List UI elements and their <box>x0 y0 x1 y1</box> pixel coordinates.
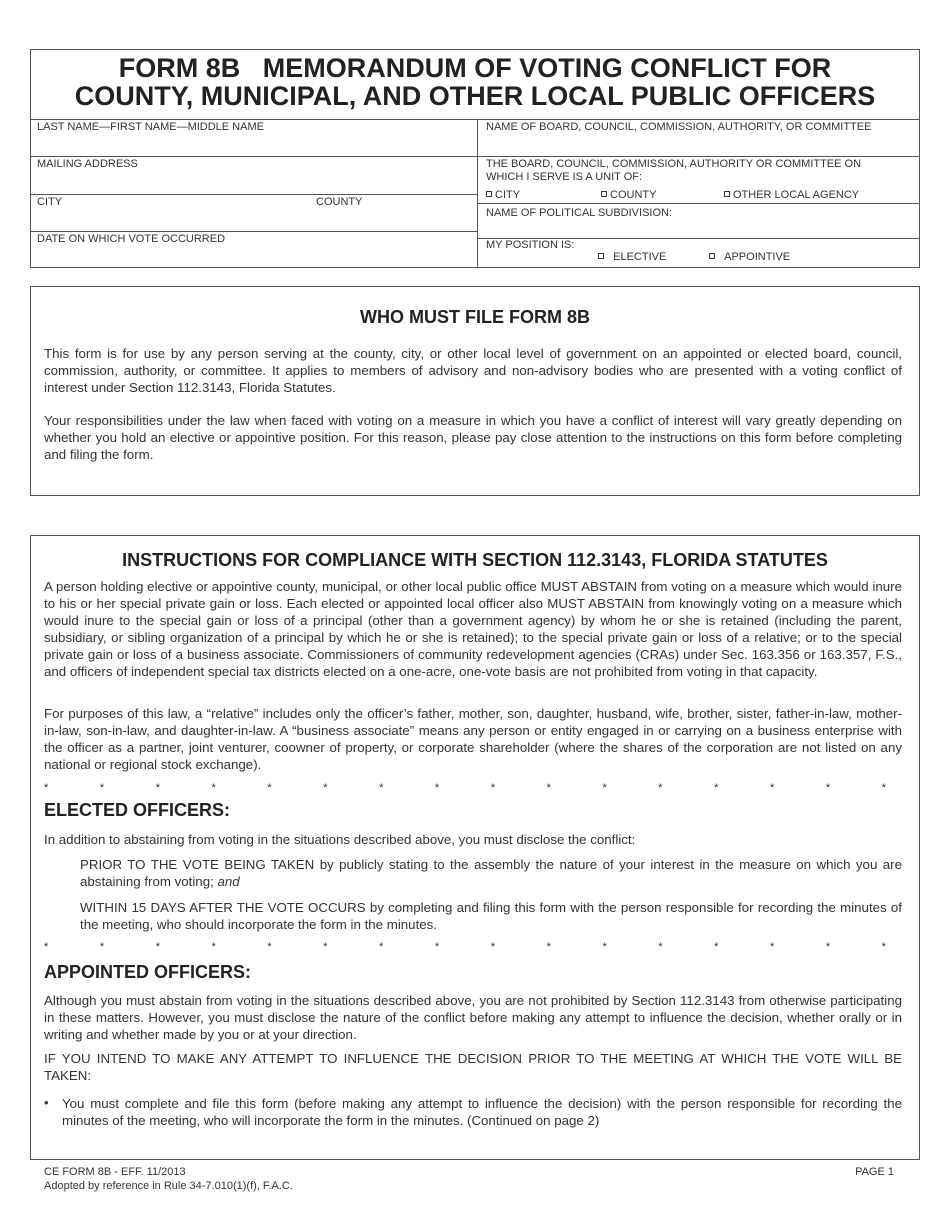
star: * <box>267 782 272 794</box>
instructions-heading: INSTRUCTIONS FOR COMPLIANCE WITH SECTION 112.3143, FLORIDA STATUTES <box>122 550 828 570</box>
elected-officers-heading: ELECTED OFFICERS: <box>44 800 231 820</box>
unit-other-agency-label: OTHER LOCAL AGENCY <box>733 189 860 201</box>
checkbox-square-icon <box>486 191 492 197</box>
elected-officers-intro: In addition to abstaining from voting in the situations described above, you must disclose the conflict: <box>44 832 636 847</box>
footer-form-id: CE FORM 8B - EFF. 11/2013 <box>44 1166 186 1178</box>
star: * <box>658 941 663 953</box>
star: * <box>769 782 775 794</box>
instructions-paragraph-1: A person holding elective or appointive county, municipal, or other local public office MUST ABSTAIN from voting on a measure which would inure to his or her special private gain or loss. Each elected or appointed local officer also MUST ABSTAIN from knowingly voting on a measure which would inure to the special gain or loss of a principal (other than a government agency) by whom he or she is retained (including the parent, subsidiary, or sibling organization of a principal by which he or she is retained); to the special private gain or loss of a relative; or to the special private gain or loss of a business associate. Commissioners of community redevelopment agencies (CRAs) under Sec. 163.356 or 163.357, F.S., and officers of independent special tax districts elected on a one-acre, one-vote basis are not prohibited from voting in that capacity. <box>44 579 902 679</box>
who-must-file-paragraph-1: This form is for use by any person serving at the county, city, or other local level of government on an appointed or elected board, council, commission, authority, or committee. It applies to members of advisory and non-advisory bodies who are presented with a voting conflict of interest under Section 112.3143, Florida Statutes. <box>44 346 902 395</box>
elected-officers-item-1 <box>80 856 902 890</box>
checkbox-square-icon <box>601 191 607 197</box>
divider <box>30 231 477 232</box>
unit-of-label-line1: THE BOARD, COUNCIL, COMMISSION, AUTHORITY OR COMMITTEE ON <box>486 158 862 170</box>
star: * <box>658 782 663 794</box>
star: * <box>323 782 328 794</box>
star: * <box>155 941 160 953</box>
star: * <box>99 941 105 953</box>
position-elective-label: ELECTIVE <box>613 251 667 263</box>
star: * <box>379 941 384 953</box>
county-field[interactable]: COUNTY <box>316 196 363 208</box>
star: * <box>825 782 831 794</box>
star: * <box>714 782 719 794</box>
elected-item-1-emphasis: and <box>217 874 240 889</box>
star-separator <box>44 941 886 953</box>
board-name-field[interactable]: NAME OF BOARD, COUNCIL, COMMISSION, AUTHORITY, OR COMMITTEE <box>486 121 872 133</box>
unit-of-label-line2: WHICH I SERVE IS A UNIT OF: <box>486 171 643 183</box>
city-field[interactable]: CITY <box>37 196 63 208</box>
star: * <box>490 941 496 953</box>
elected-officers-item-2: WITHIN 15 DAYS AFTER THE VOTE OCCURS by completing and filing this form with the person responsible for recording the minutes of the meeting, who should incorporate the form in the minutes. <box>80 900 902 932</box>
footer-adopted: Adopted by reference in Rule 34-7.010(1)(f), F.A.C. <box>44 1180 293 1192</box>
star: * <box>267 941 272 953</box>
star: * <box>323 941 328 953</box>
political-subdivision-field[interactable]: NAME OF POLITICAL SUBDIVISION: <box>486 207 673 219</box>
star: * <box>602 782 607 794</box>
elected-item-1-text: PRIOR TO THE VOTE BEING TAKEN by publicly stating to the assembly the nature of your interest in the measure on which you are abstaining from voting; <box>80 857 902 889</box>
divider <box>477 203 920 204</box>
star: * <box>211 941 216 953</box>
star: * <box>602 941 607 953</box>
star: * <box>546 782 551 794</box>
unit-other-agency-checkbox[interactable] <box>724 189 859 202</box>
appointed-officers-bullet-1: You must complete and file this form (before making any attempt to influence the decision) with the person responsible for recording the minutes of the meeting, who will incorporate the form in the minutes. (Continued on page 2) <box>62 1096 902 1128</box>
checkbox-square-icon <box>724 191 730 197</box>
star-separator <box>44 782 886 794</box>
position-elective-checkbox[interactable] <box>598 251 666 264</box>
star: * <box>546 941 551 953</box>
footer-page-number: PAGE 1 <box>855 1166 894 1178</box>
unit-city-label: CITY <box>495 189 521 201</box>
star: * <box>44 782 49 794</box>
unit-county-label: COUNTY <box>610 189 657 201</box>
star: * <box>44 941 49 953</box>
star: * <box>379 782 384 794</box>
star: * <box>211 782 216 794</box>
unit-city-checkbox[interactable] <box>486 189 520 202</box>
star: * <box>881 941 886 953</box>
position-appointive-checkbox[interactable] <box>709 251 790 264</box>
unit-county-checkbox[interactable] <box>601 189 656 202</box>
position-appointive-label: APPOINTIVE <box>724 251 791 263</box>
appointed-officers-paragraph-2: IF YOU INTEND TO MAKE ANY ATTEMPT TO INFLUENCE THE DECISION PRIOR TO THE MEETING AT WHICH THE VOTE WILL BE TAKEN: <box>44 1051 902 1083</box>
divider <box>30 194 477 195</box>
position-label: MY POSITION IS: <box>486 239 575 251</box>
star: * <box>881 782 886 794</box>
vote-date-field[interactable]: DATE ON WHICH VOTE OCCURRED <box>37 233 226 245</box>
checkbox-square-icon <box>598 253 604 259</box>
star: * <box>434 941 440 953</box>
star: * <box>490 782 496 794</box>
who-must-file-heading: WHO MUST FILE FORM 8B <box>360 307 590 327</box>
appointed-officers-heading: APPOINTED OFFICERS: <box>44 962 252 982</box>
divider <box>477 119 478 268</box>
star: * <box>99 782 105 794</box>
who-must-file-paragraph-2: Your responsibilities under the law when faced with voting on a measure in which you have a conflict of interest will vary greatly depending on whether you hold an elective or appointive position. For this reason, please pay close attention to the instructions on this form before completing and filing the form. <box>44 413 902 462</box>
last-name-field[interactable]: LAST NAME—FIRST NAME—MIDDLE NAME <box>37 121 264 133</box>
star: * <box>434 782 440 794</box>
star: * <box>155 782 160 794</box>
divider <box>30 156 920 157</box>
instructions-paragraph-2: For purposes of this law, a “relative” includes only the officer’s father, mother, son, daughter, husband, wife, brother, sister, father-in-law, mother-in-law, son-in-law, and daughter-in-law. A “business associate” means any person or entity engaged in or carrying on a business enterprise with the officer as a partner, joint venturer, coowner of property, or corporate shareholder (where the shares of the corporation are not listed on any national or regional stock exchange). <box>44 706 902 772</box>
mailing-address-field[interactable]: MAILING ADDRESS <box>37 158 138 170</box>
unit-of-label <box>486 158 861 184</box>
star: * <box>714 941 719 953</box>
appointed-officers-paragraph-1: Although you must abstain from voting in the situations described above, you are not prohibited by Section 112.3143 from otherwise participating in these matters. However, you must disclose the nature of the conflict before making any attempt to influence the decision, whether orally or in writing and whether made by you or at your direction. <box>44 993 902 1042</box>
divider <box>30 119 920 120</box>
star: * <box>769 941 775 953</box>
form-title-line1: FORM 8B MEMORANDUM OF VOTING CONFLICT FOR <box>118 53 832 83</box>
bullet-icon: • <box>44 1095 49 1110</box>
form-title-line2: COUNTY, MUNICIPAL, AND OTHER LOCAL PUBLIC OFFICERS <box>74 81 876 111</box>
checkbox-square-icon <box>709 253 715 259</box>
star: * <box>825 941 831 953</box>
form-title <box>31 54 919 110</box>
